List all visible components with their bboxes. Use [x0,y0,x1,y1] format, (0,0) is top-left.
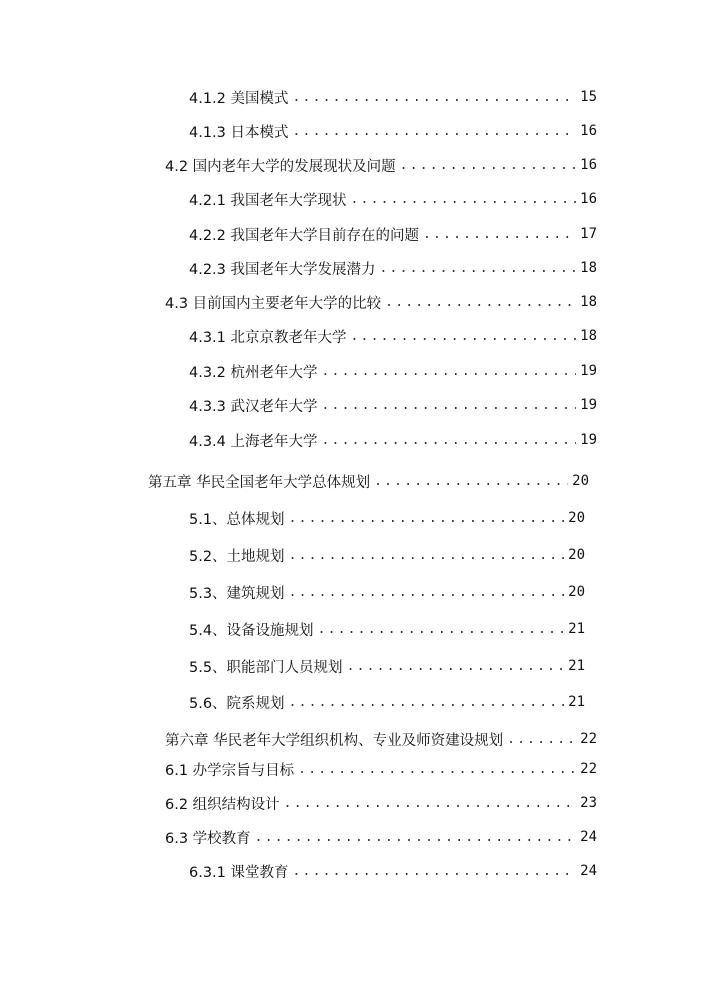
toc-entry [148,470,589,492]
toc-leader-dots [347,659,565,674]
toc-leader-dots [374,474,568,489]
toc-entry-page: 20 [568,547,585,563]
toc-entry [165,758,597,780]
toc-entry [189,325,597,347]
toc-entry-title: 6.3.1 课堂教育 [189,864,289,881]
toc-entry-page: 22 [580,761,597,777]
toc-leader-dots [289,548,565,563]
toc-leader-dots [284,796,576,811]
toc-entry [189,507,585,529]
toc-entry [165,826,597,848]
toc-entry-page: 20 [568,510,585,526]
toc-entry-page: 19 [580,397,597,413]
toc-entry-title: 6.1 办学宗旨与目标 [165,762,295,779]
toc-leader-dots [322,364,577,379]
toc-leader-dots [380,261,577,276]
toc-entry-title: 4.1.3 日本模式 [189,124,289,141]
toc-entry-page: 21 [568,694,585,710]
toc-entry-page: 18 [580,328,597,344]
toc-entry [189,860,597,882]
toc-entry-title: 6.3 学校教育 [165,830,251,847]
toc-entry-title: 4.2.1 我国老年大学现状 [189,192,347,209]
toc-entry [189,655,585,677]
toc-entry [189,188,597,210]
toc-leader-dots [351,192,577,207]
toc-entry [189,429,597,451]
toc-leader-dots [385,295,576,310]
toc-entry-title: 4.3.2 杭州老年大学 [189,364,318,381]
toc-entry-title: 5.6、院系规划 [189,695,285,712]
toc-entry-title: 4.2 国内老年大学的发展现状及问题 [165,158,396,175]
toc-leader-dots [322,433,577,448]
toc-entry-page: 18 [580,294,597,310]
toc-entry-page: 24 [580,829,597,845]
toc-entry-page: 17 [580,226,597,242]
toc-entry [189,618,585,640]
toc-entry [189,394,597,416]
toc-leader-dots [507,732,576,747]
toc-entry-page: 20 [568,584,585,600]
toc-entry-title: 5.1、总体规划 [189,511,285,528]
toc-entry-page: 16 [580,157,597,173]
toc-entry-page: 19 [580,363,597,379]
toc-entry-title: 第六章 华民老年大学组织机构、专业及师资建设规划 [165,732,504,749]
toc-entry-title: 5.5、职能部门人员规划 [189,659,343,676]
toc-entry-title: 4.3 目前国内主要老年大学的比较 [165,295,382,312]
toc-entry-title: 第五章 华民全国老年大学总体规划 [148,474,371,491]
toc-entry-page: 15 [580,89,597,105]
toc-entry [189,257,597,279]
toc-entry [189,544,585,566]
toc-entry [165,792,597,814]
toc-entry [189,691,585,713]
toc-leader-dots [289,585,565,600]
toc-entry [165,728,597,750]
toc-entry [165,291,597,313]
toc-leader-dots [289,511,565,526]
toc-leader-dots [298,762,576,777]
toc-entry-title: 4.3.3 武汉老年大学 [189,398,318,415]
toc-leader-dots [322,398,577,413]
toc-entry [165,154,597,176]
toc-entry-title: 4.3.4 上海老年大学 [189,433,318,450]
toc-entry-page: 16 [580,123,597,139]
toc-entry-page: 16 [580,191,597,207]
toc-leader-dots [289,695,565,710]
toc-entry-page: 19 [580,432,597,448]
toc-entry-page: 21 [568,621,585,637]
toc-leader-dots [351,329,577,344]
toc-entry [189,360,597,382]
toc-entry [189,120,597,142]
toc-leader-dots [293,124,577,139]
toc-entry-title: 5.2、土地规划 [189,548,285,565]
toc-entry [189,223,597,245]
toc-entry [189,581,585,603]
toc-entry-page: 21 [568,658,585,674]
toc-leader-dots [255,830,576,845]
toc-leader-dots [293,90,577,105]
toc-entry-title: 4.2.2 我国老年大学目前存在的问题 [189,227,420,244]
toc-entry-title: 4.3.1 北京京教老年大学 [189,329,347,346]
toc-entry-title: 5.3、建筑规划 [189,585,285,602]
toc-leader-dots [400,158,576,173]
toc-entry-page: 22 [580,731,597,747]
toc-entry-title: 4.1.2 美国模式 [189,90,289,107]
toc-entry-page: 24 [580,863,597,879]
toc-leader-dots [293,864,577,879]
toc-entry-title: 4.2.3 我国老年大学发展潜力 [189,261,376,278]
toc-leader-dots [318,622,565,637]
toc-entry-page: 23 [580,795,597,811]
toc-entry-page: 18 [580,260,597,276]
toc-leader-dots [423,227,576,242]
toc-entry-title: 5.4、设备设施规划 [189,622,314,639]
toc-entry [189,86,597,108]
toc-entry-title: 6.2 组织结构设计 [165,796,280,813]
toc-entry-page: 20 [572,473,589,489]
